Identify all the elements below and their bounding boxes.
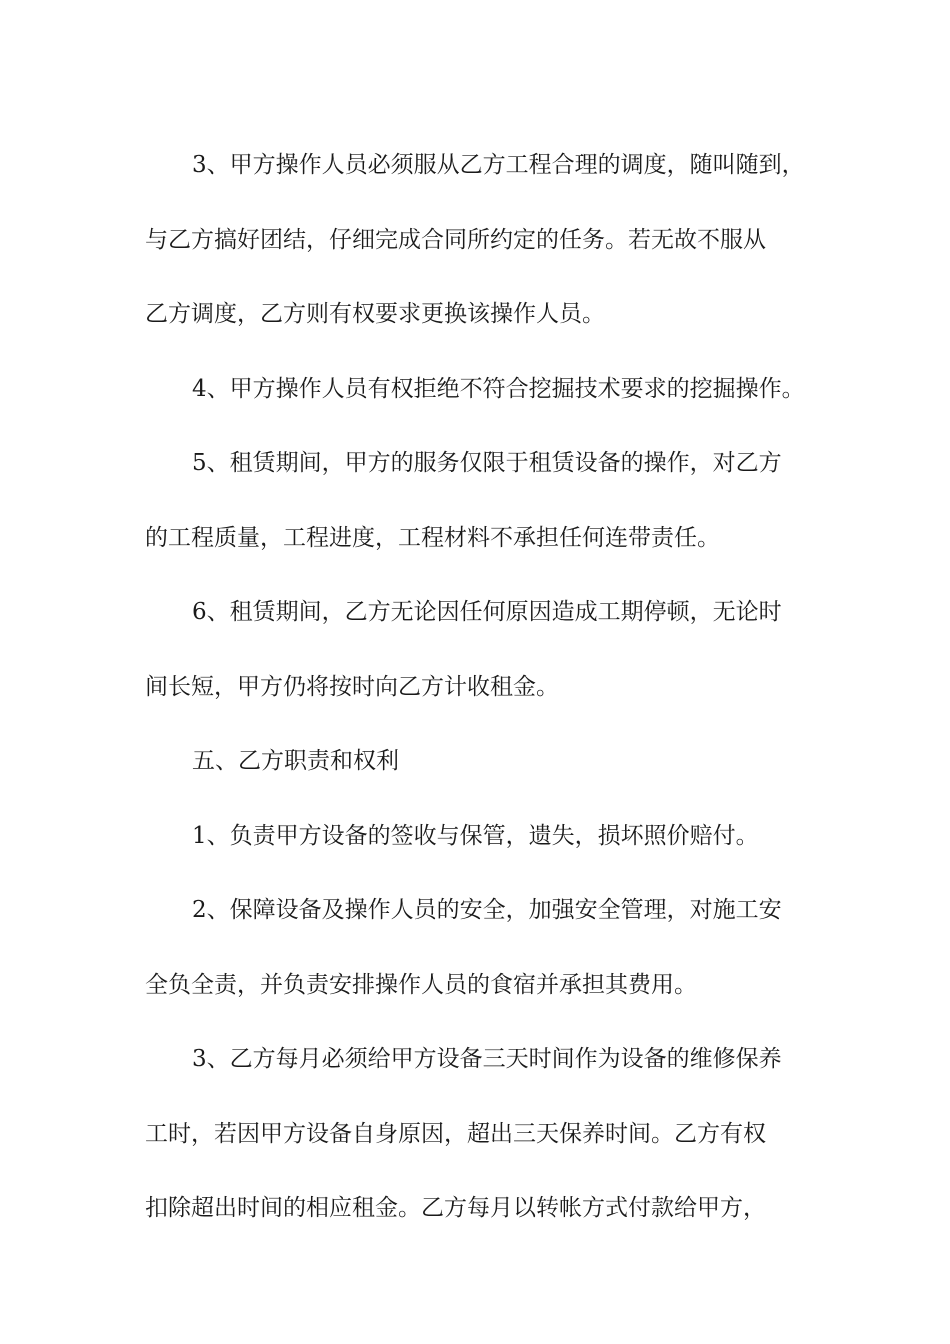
- text-line: 乙方调度，乙方则有权要求更换该操作人员。: [145, 301, 605, 327]
- text-line: 3、甲方操作人员必须服从乙方工程合理的调度，随叫随到，: [192, 152, 805, 178]
- text-line: 扣除超出时间的相应租金。乙方每月以转帐方式付款给甲方，: [145, 1195, 766, 1221]
- document-body: [145, 128, 815, 1246]
- text-line: 2、保障设备及操作人员的安全，加强安全管理，对施工安: [192, 897, 782, 923]
- text-line: 4、甲方操作人员有权拒绝不符合挖掘技术要求的挖掘操作。: [192, 375, 805, 402]
- text-line: 的工程质量，工程进度，工程材料不承担任何连带责任。: [145, 524, 720, 551]
- section-heading: 五、乙方职责和权利: [192, 748, 399, 774]
- text-line: 6、租赁期间，乙方无论因任何原因造成工期停顿，无论时: [192, 599, 782, 625]
- text-line: 1、负责甲方设备的签收与保管，遗失，损坏照价赔付。: [192, 822, 759, 849]
- text-line: 工时，若因甲方设备自身原因，超出三天保养时间。乙方有权: [145, 1120, 766, 1147]
- text-line: 3、乙方每月必须给甲方设备三天时间作为设备的维修保养: [192, 1046, 782, 1072]
- text-line: 与乙方搞好团结，仔细完成合同所约定的任务。若无故不服从: [145, 226, 766, 253]
- text-line: 间长短，甲方仍将按时向乙方计收租金。: [145, 673, 559, 700]
- text-line: 全负全责，并负责安排操作人员的食宿并承担其费用。: [145, 971, 697, 998]
- text-line: 5、租赁期间，甲方的服务仅限于租赁设备的操作，对乙方: [192, 450, 782, 476]
